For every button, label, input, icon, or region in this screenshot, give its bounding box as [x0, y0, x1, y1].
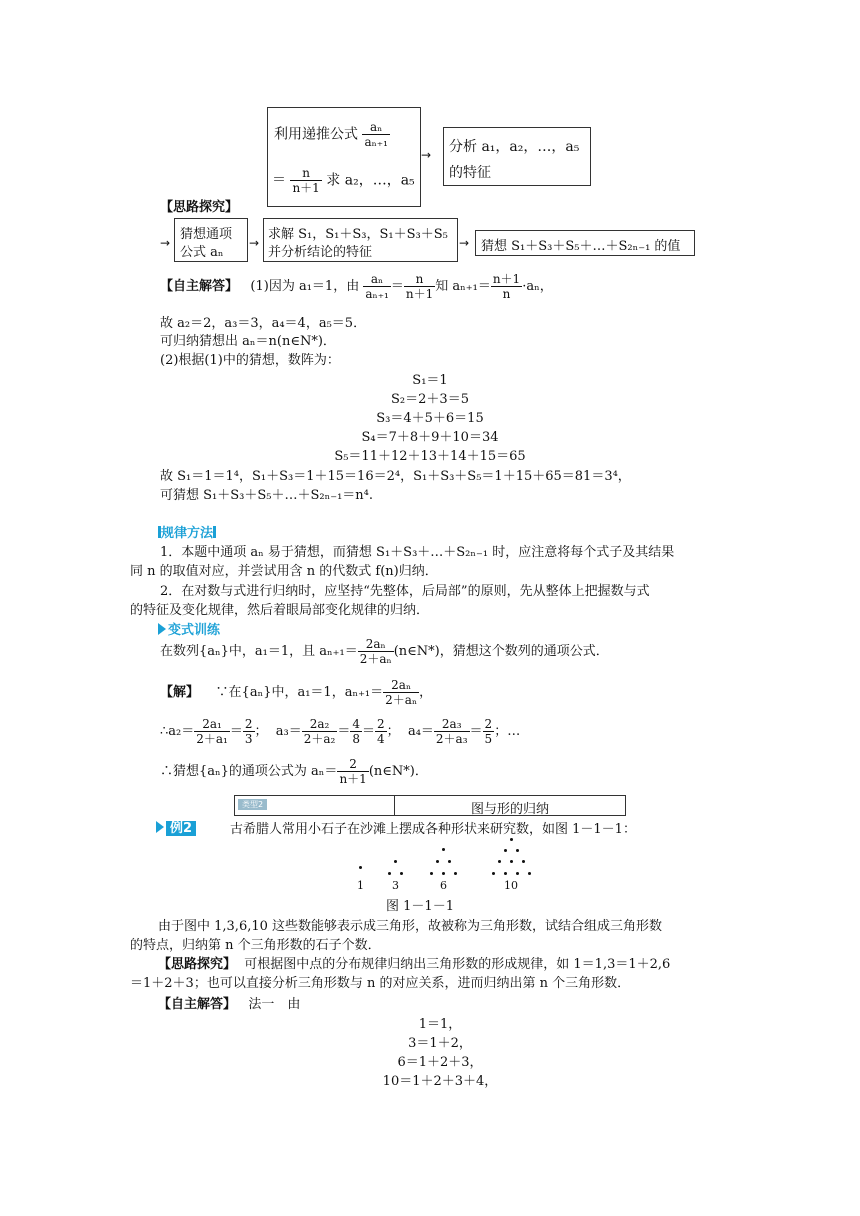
answer-line-1 [160, 272, 553, 301]
example-badge [156, 817, 196, 836]
bar-icon [213, 526, 216, 538]
stone-dot [394, 860, 397, 863]
arrow-right-icon: → [421, 148, 432, 162]
method-heading [158, 522, 216, 541]
type-bar [234, 795, 626, 816]
stone-dot [492, 872, 495, 875]
flow-text: 分析 a₁，a₂，…，a₅ [449, 139, 580, 155]
example-text: 可根据图中点的分布规律归纳出三角形数的形成规律，如 1＝1,3＝1＋2,6 [244, 957, 671, 972]
example-badge-text: 例2 [166, 821, 196, 836]
frac-num: 2aₙ [358, 637, 394, 652]
fig-label: 3 [392, 879, 399, 892]
solution-text: a₃＝ [275, 724, 302, 739]
frac-num: 4 [352, 717, 361, 731]
variant-heading-text: 变式训练 [168, 623, 221, 638]
equation-row: 6＝1＋2＋3， [397, 1055, 483, 1070]
method-text: 同 n 的取值对应，并尝试用含 n 的代数式 f(n)归纳． [130, 564, 438, 579]
answer-text: (2)根据(1)中的猜想，数阵为： [160, 353, 340, 368]
flow-text: 公式 aₙ [180, 245, 224, 260]
flow-text: 猜想通项 [180, 227, 233, 242]
flow-box-guess-sum [475, 230, 695, 256]
method-text: 2．在对数与式进行归纳时，应坚持“先整体，后局部”的原则，先从整体上把握数与式 [160, 584, 650, 599]
fraction [350, 717, 362, 746]
array-row: S₄＝7＋8＋9＋10＝34 [361, 430, 499, 445]
solution-text: ； [386, 724, 400, 739]
thinking-label: 【思路探究】 [158, 957, 237, 972]
frac-den: 2＋aₙ [385, 693, 418, 707]
frac-num: aₙ [363, 272, 391, 287]
array-row: S₅＝11＋12＋13＋14＋15＝65 [334, 449, 526, 464]
stone-dot [498, 860, 501, 863]
fraction [434, 717, 470, 746]
example-text: ＝1＋2＋3；也可以直接分析三角形数与 n 的对应关系，进而归纳出第 n 个三角形数． [130, 976, 631, 991]
question-text: 在数列{aₙ}中，a₁＝1，且 aₙ₊₁＝ [160, 644, 358, 659]
type-tag: 类型2 [238, 799, 267, 810]
fraction [337, 757, 368, 786]
frac-num: 2a₁ [194, 717, 230, 732]
frac-den: aₙ₊₁ [364, 135, 388, 149]
example-text: 由于图中 1,3,6,10 这些数能够表示成三角形，故被称为三角形数，试结合组成三角形数 [158, 919, 663, 934]
method-text: 的特征及变化规律，然后着眼局部变化规律的归纳． [130, 603, 430, 618]
stone-dot [400, 872, 403, 875]
frac-num: aₙ [362, 120, 390, 135]
frac-num: n [290, 166, 321, 181]
solution-text: ＝ [337, 724, 351, 739]
arrow-right-icon: → [459, 236, 470, 250]
answer-label: 【自主解答】 [160, 279, 239, 294]
solution-text: (n∈N*)． [368, 764, 428, 779]
answer-text: 可归纳猜想出 aₙ＝n(n∈N*)． [160, 334, 336, 349]
flow-box-solve-sums [263, 218, 458, 262]
fraction [404, 272, 435, 301]
stone-dot [516, 849, 519, 852]
frac-den: 2＋a₂ [303, 732, 336, 746]
answer-text: 可猜想 S₁＋S₃＋S₅＋…＋S₂ₙ₋₁＝n⁴. [160, 488, 374, 503]
method-heading-text: 规律方法 [161, 526, 214, 541]
frac-num: 2 [244, 717, 253, 731]
flow-text: 利用递推公式 [274, 126, 358, 143]
solution-text: ∴猜想{aₙ}的通项公式为 aₙ＝ [160, 764, 338, 779]
flow-box-recurrence-text [274, 120, 390, 149]
frac-den: aₙ₊₁ [365, 287, 389, 301]
thinking-label: 【思路探究】 [160, 200, 239, 215]
frac-num: n＋1 [492, 272, 521, 286]
flow-text: 并分析结论的特征 [268, 245, 373, 260]
array-row: S₁＝1 [412, 373, 448, 388]
variant-question [160, 637, 609, 666]
flow-box-guess-formula [174, 218, 248, 262]
frac-num: 2a₂ [302, 717, 338, 732]
frac-den: 3 [244, 732, 253, 746]
solution-text: ， [419, 685, 433, 700]
flow-text: ＝ [272, 172, 286, 189]
frac-den: 4 [377, 732, 385, 746]
answer-text: 知 aₙ₊₁＝ [435, 279, 491, 294]
fraction [302, 717, 338, 746]
stone-dot [359, 866, 362, 869]
solution-text: ∵在{aₙ}中，a₁＝1，aₙ₊₁＝ [215, 685, 384, 700]
stone-dot [442, 872, 445, 875]
fig-label: 6 [440, 879, 447, 892]
answer-text: ＝ [390, 279, 404, 294]
frac-den: 2＋aₙ [359, 652, 392, 666]
answer-text: 故 a₂＝2，a₃＝3，a₄＝4，a₅＝5． [160, 316, 367, 331]
fraction [483, 717, 495, 746]
type-tag-cell [235, 796, 395, 815]
stone-dot [448, 860, 451, 863]
answer-text: 故 S₁＝1＝1⁴，S₁＋S₃＝1＋15＝16＝2⁴，S₁＋S₃＋S₅＝1＋15＋65＝81＝3⁴， [160, 469, 631, 484]
flow-text: 求解 S₁，S₁＋S₃，S₁＋S₃＋S₅ [268, 227, 448, 242]
stone-dot [504, 872, 507, 875]
frac-num: 2aₙ [383, 678, 419, 693]
frac-den: 8 [352, 732, 361, 746]
example-text: 的特点，归纳第 n 个三角形数的石子个数． [130, 938, 381, 953]
stone-dot [436, 860, 439, 863]
arrow-right-icon: → [249, 236, 260, 250]
stone-dot [388, 872, 391, 875]
stone-dot [442, 848, 445, 851]
answer-text: (1)因为 a₁＝1，由 [250, 279, 360, 294]
flow-box-analyze [443, 127, 591, 186]
solution-text: ；… [494, 724, 521, 739]
frac-den: n＋1 [339, 772, 367, 786]
equation-row: 3＝1＋2， [408, 1036, 472, 1051]
fraction [290, 166, 321, 195]
stone-dot [510, 838, 513, 841]
stone-dot [516, 872, 519, 875]
example-text: 古希腊人常用小石子在沙滩上摆成各种形状来研究数，如图 1－1－1： [230, 822, 636, 837]
frac-den: 5 [484, 732, 493, 746]
answer-text: 法一 由 [248, 997, 301, 1012]
flow-text: 的特征 [449, 165, 491, 181]
flow-text: 猜想 S₁＋S₃＋S₅＋…＋S₂ₙ₋₁ 的值 [481, 239, 681, 254]
fraction [491, 272, 522, 301]
variant-solution-3 [160, 757, 428, 786]
solution-label: 【解】 [160, 685, 200, 700]
fraction [358, 637, 394, 666]
frac-den: n＋1 [405, 287, 434, 301]
fraction [243, 717, 255, 746]
stone-dot [510, 860, 513, 863]
stone-dot [430, 872, 433, 875]
stone-dot [522, 860, 525, 863]
frac-num: 2 [484, 717, 493, 731]
type-title: 图与形的归纳 [470, 802, 549, 817]
fraction [194, 717, 230, 746]
solution-text: ∴a₂＝ [160, 724, 195, 739]
solution-text: ＝ [229, 724, 243, 739]
figure-caption: 图 1－1－1 [386, 899, 454, 914]
fraction [375, 717, 387, 746]
stone-dot [504, 849, 507, 852]
variant-solution-1 [160, 678, 432, 707]
flow-box-recurrence-text2 [272, 166, 415, 195]
solution-text: ＝ [362, 724, 376, 739]
frac-den: n [502, 287, 511, 301]
fraction [363, 272, 391, 301]
question-text: (n∈N*)，猜想这个数列的通项公式． [393, 644, 609, 659]
equation-row: 10＝1＋2＋3＋4， [382, 1074, 498, 1089]
frac-num: 2a₃ [434, 717, 470, 732]
frac-den: 2＋a₃ [435, 732, 468, 746]
solution-text: a₄＝ [407, 724, 434, 739]
flow-text: 求 a₂，…，a₅ [326, 172, 415, 189]
array-row: S₃＝4＋5＋6＝15 [376, 411, 484, 426]
fig-label: 1 [357, 879, 364, 892]
stone-dot [528, 872, 531, 875]
example-thinking [158, 953, 670, 972]
fraction [383, 678, 419, 707]
triangle-icon [156, 821, 164, 833]
frac-den: n＋1 [292, 181, 320, 195]
frac-den: 2＋a₁ [196, 732, 228, 746]
answer-text: ·aₙ， [522, 279, 553, 294]
frac-num: 2 [377, 717, 385, 731]
solution-text: ＝ [469, 724, 483, 739]
solution-text: ； [254, 724, 268, 739]
array-row: S₂＝2＋3＝5 [391, 392, 469, 407]
stone-dot [454, 872, 457, 875]
arrow-right-icon: → [160, 236, 171, 250]
flow-box-recurrence [267, 107, 421, 207]
frac-num: 2 [337, 757, 368, 772]
frac-num: n [404, 272, 435, 287]
triangle-icon [158, 623, 166, 635]
variant-heading [158, 619, 220, 638]
variant-solution-2 [160, 717, 520, 746]
example-answer [158, 993, 300, 1012]
equation-row: 1＝1， [418, 1017, 462, 1032]
fig-label: 10 [504, 879, 518, 892]
answer-label: 【自主解答】 [158, 997, 237, 1012]
fraction [362, 120, 390, 149]
method-text: 1．本题中通项 aₙ 易于猜想，而猜想 S₁＋S₃＋…＋S₂ₙ₋₁ 时，应注意将每个式子及其结果 [160, 545, 675, 560]
